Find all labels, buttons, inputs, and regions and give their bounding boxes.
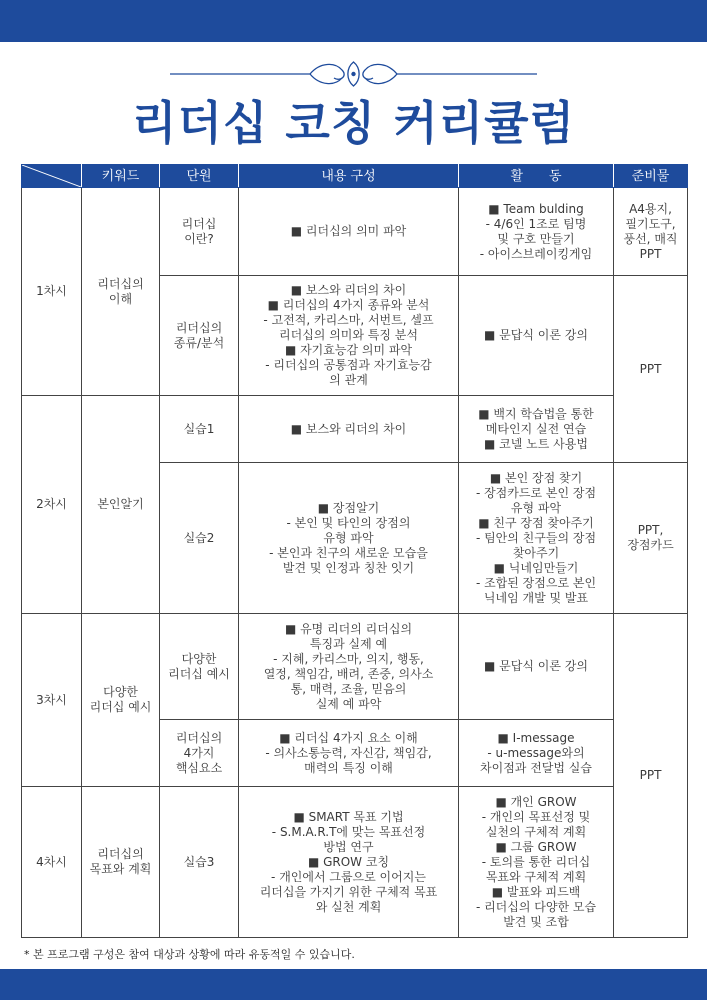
cell-line: ■ SMART 목표 기법 xyxy=(293,809,404,824)
header-unit: 단원 xyxy=(160,165,239,188)
session-keyword xyxy=(82,614,160,787)
cell-line: 실습2 xyxy=(183,530,215,545)
cell-line: ■ 개인 GROW xyxy=(495,794,577,809)
cell-line: - 리더십의 다양한 모습 xyxy=(475,899,597,914)
content-cell xyxy=(239,396,459,463)
cell-line: 풍선, 매직 xyxy=(623,231,678,246)
activity-cell xyxy=(459,787,614,938)
table-row xyxy=(22,787,688,938)
cell-line: 리더십 xyxy=(181,216,217,231)
cell-line: 실제 예 파악 xyxy=(315,696,382,711)
table-row xyxy=(22,614,688,720)
session-label: 1차시 xyxy=(22,188,82,396)
cell-line: 열정, 책임감, 배려, 존중, 의사소 xyxy=(263,666,434,681)
ornament-divider-icon xyxy=(170,58,537,90)
cell-line: ■ 닉네임만들기 xyxy=(493,560,579,575)
cell-line: - 개인에서 그룹으로 이어지는 xyxy=(271,869,426,884)
activity-cell xyxy=(459,614,614,720)
cell-line: 유형 파악 xyxy=(323,530,374,545)
cell-line: 리더십의 xyxy=(175,730,223,745)
cell-line: 메타인지 실전 연습 xyxy=(485,421,587,436)
session-label: 4차시 xyxy=(22,787,82,938)
page-title: 리더십 코칭 커리큘럼 xyxy=(132,96,575,150)
content-cell xyxy=(239,463,459,614)
cell-line: 실천의 구체적 계획 xyxy=(485,824,587,839)
cell-line: 다양한 xyxy=(181,651,217,666)
cell-line: 유형 파악 xyxy=(510,500,562,515)
cell-line: 특징과 실제 예 xyxy=(309,636,388,651)
cell-line: 본인알기 xyxy=(97,497,144,511)
cell-line: - 본인과 친구의 새로운 모습을 xyxy=(269,545,428,560)
cell-line: 리더십의 의미와 특징 분석 xyxy=(279,328,418,342)
cell-line: ■ 문답식 이론 강의 xyxy=(484,328,588,342)
cell-line: 핵심요소 xyxy=(175,760,223,775)
cell-line: 장점카드 xyxy=(627,538,674,552)
activity-cell xyxy=(459,188,614,276)
cell-line: ■ GROW 코칭 xyxy=(307,854,390,869)
activity-cell xyxy=(459,463,614,614)
cell-line: 이란? xyxy=(184,231,214,246)
cell-line: 실습1 xyxy=(183,421,215,436)
cell-line: - S.M.A.R.T에 맞는 목표선정 xyxy=(271,824,426,839)
unit-cell xyxy=(160,276,239,396)
activity-cell xyxy=(459,396,614,463)
cell-line: 실습3 xyxy=(183,854,215,869)
cell-line: 차이점과 전달법 실습 xyxy=(480,760,592,775)
cell-line: ■ 친구 장점 찾아주기 xyxy=(478,515,594,530)
cell-line: 통, 매력, 조율, 믿음의 xyxy=(290,681,407,696)
session-keyword xyxy=(82,396,160,614)
cell-line: 목표와 구체적 계획 xyxy=(485,869,587,884)
cell-line: ■ 발표와 피드백 xyxy=(491,884,581,899)
content-cell xyxy=(239,188,459,276)
cell-line: ■ 보스와 리더의 차이 xyxy=(290,283,407,297)
content-cell xyxy=(239,720,459,787)
header-keyword: 키워드 xyxy=(82,165,160,188)
curriculum-table xyxy=(21,164,688,938)
content-cell xyxy=(239,276,459,396)
cell-line: 리더십 예시 xyxy=(168,666,230,681)
cell-line: A4용지, xyxy=(629,201,672,216)
cell-line: PPT, xyxy=(637,523,664,537)
cell-line: 찾아주기 xyxy=(512,545,560,560)
cell-line: - 조합된 장점으로 본인 xyxy=(475,575,597,590)
cell-line: 이해 xyxy=(108,291,133,306)
cell-line: - 4/6인 1조로 팀명 xyxy=(485,216,587,231)
unit-cell xyxy=(160,188,239,276)
cell-line: 발견 및 인정과 칭찬 잇기 xyxy=(282,560,415,575)
cell-line: ■ 리더십 4가지 요소 이해 xyxy=(279,730,418,745)
cell-line: 리더십의 xyxy=(97,847,144,861)
cell-line: PPT xyxy=(639,246,662,261)
cell-line: - 아이스브레이킹게임 xyxy=(479,246,593,261)
header-row xyxy=(22,165,688,188)
cell-line: ■ 문답식 이론 강의 xyxy=(484,659,588,673)
cell-line: ■ 그룹 GROW xyxy=(495,839,577,854)
unit-cell xyxy=(160,720,239,787)
session-label: 2차시 xyxy=(22,396,82,614)
cell-line: ■ I-message xyxy=(497,730,575,745)
cell-line: - 본인 및 타인의 장점의 xyxy=(286,515,411,530)
cell-line: ■ 백지 학습법을 통한 xyxy=(478,406,594,421)
materials-cell xyxy=(614,463,688,614)
activity-cell xyxy=(459,276,614,396)
cell-line: 및 구호 만들기 xyxy=(497,231,575,246)
cell-line: ■ 리더십의 의미 파악 xyxy=(290,224,407,238)
cell-line: 다양한 xyxy=(103,685,138,699)
table-row xyxy=(22,188,688,276)
cell-line: ■ Team bulding xyxy=(488,201,584,216)
cell-line: - 토의를 통한 리더십 xyxy=(481,854,591,869)
header-corner-cell xyxy=(22,165,82,188)
cell-line: 와 실천 계획 xyxy=(315,899,382,914)
unit-cell xyxy=(160,614,239,720)
unit-cell xyxy=(160,787,239,938)
cell-line: ■ 보스와 리더의 차이 xyxy=(290,421,407,436)
cell-line: 방법 연구 xyxy=(323,839,374,854)
cell-line: ■ 코넬 노트 사용법 xyxy=(484,436,588,451)
header-content: 내용 구성 xyxy=(239,165,459,188)
cell-line: ■ 자기효능감 의미 파악 xyxy=(284,343,413,357)
cell-line: 리더십의 xyxy=(175,320,223,335)
top-banner xyxy=(0,0,707,42)
cell-line: ■ 장점알기 xyxy=(317,500,380,515)
activity-cell xyxy=(459,720,614,787)
cell-line: 리더십의 xyxy=(97,276,144,291)
cell-line: 4가지 xyxy=(183,745,215,760)
materials-cell: PPT xyxy=(614,614,688,938)
bottom-banner xyxy=(0,969,707,1000)
unit-cell xyxy=(160,396,239,463)
cell-line: - 의사소통능력, 자신감, 책임감, xyxy=(265,745,432,760)
session-keyword xyxy=(82,188,160,396)
cell-line: ■ 유명 리더의 리더십의 xyxy=(284,621,413,636)
cell-line: ■ 본인 장점 찾기 xyxy=(489,470,583,485)
cell-line: 발견 및 조합 xyxy=(503,914,569,929)
cell-line: - 장점카드로 본인 장점 xyxy=(475,485,597,500)
cell-line: 목표와 계획 xyxy=(89,862,152,876)
cell-line: 리더십 예시 xyxy=(89,700,152,714)
cell-line: ■ 리더십의 4가지 종류와 분석 xyxy=(267,298,430,312)
header-activity: 활 동 xyxy=(459,165,614,188)
cell-line: 닉네임 개발 및 발표 xyxy=(483,590,589,605)
header-materials: 준비물 xyxy=(614,165,688,188)
cell-line: - 개인의 목표선정 및 xyxy=(481,809,591,824)
cell-line: - 고전적, 카리스마, 서번트, 셀프 xyxy=(263,313,434,327)
cell-line: 의 관계 xyxy=(329,373,368,387)
materials-cell xyxy=(614,188,688,276)
session-label: 3차시 xyxy=(22,614,82,787)
table-row xyxy=(22,396,688,463)
materials-cell: PPT xyxy=(614,276,688,463)
cell-line: 종류/분석 xyxy=(173,335,225,350)
cell-line: - 리더십의 공통점과 자기효능감 xyxy=(265,358,432,372)
cell-line: - 지혜, 카리스마, 의지, 행동, xyxy=(273,651,424,666)
cell-line: 필기도구, xyxy=(625,216,676,231)
cell-line: 리더십을 가지기 위한 구체적 목표 xyxy=(259,884,438,899)
cell-line: - 팀안의 친구들의 장점 xyxy=(475,530,597,545)
cell-line: - u-message와의 xyxy=(487,745,585,760)
session-keyword xyxy=(82,787,160,938)
cell-line: 매력의 특징 이해 xyxy=(304,760,393,775)
footnote: * 본 프로그램 구성은 참여 대상과 상황에 따라 유동적일 수 있습니다. xyxy=(24,948,355,961)
content-cell xyxy=(239,614,459,720)
unit-cell xyxy=(160,463,239,614)
content-cell xyxy=(239,787,459,938)
